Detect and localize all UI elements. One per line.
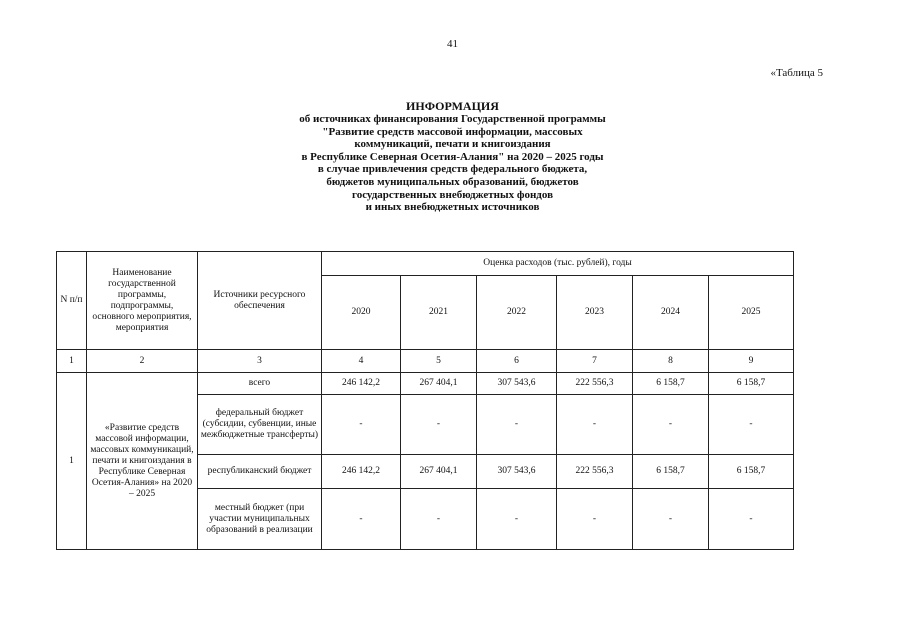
- source-label: всего: [198, 373, 322, 395]
- value-cell: 267 404,1: [401, 373, 477, 395]
- column-number: 5: [401, 350, 477, 373]
- value-cell: -: [709, 489, 794, 550]
- value-cell: 6 158,7: [633, 455, 709, 489]
- heading-line: "Развитие средств массовой информации, массовых: [322, 125, 583, 138]
- source-label: местный бюджет (при участии муниципальных образований в реализации: [198, 489, 322, 550]
- table-row: [57, 373, 794, 395]
- value-cell: 6 158,7: [633, 373, 709, 395]
- heading-line: в Республике Северная Осетия-Алания" на 2020 – 2025 годы: [301, 150, 604, 163]
- value-cell: -: [709, 395, 794, 455]
- entry-number: 1: [57, 373, 87, 550]
- value-cell: -: [322, 489, 401, 550]
- value-cell: 267 404,1: [401, 455, 477, 489]
- header-name: Наименование государственной программы, подпрограммы, основного мероприятия, мероприятия: [87, 252, 198, 350]
- page-number: 41: [447, 38, 458, 50]
- value-cell: 307 543,6: [477, 373, 557, 395]
- column-number-row: [57, 350, 794, 373]
- column-number: 7: [557, 350, 633, 373]
- financing-table: [56, 251, 794, 550]
- column-number: 2: [87, 350, 198, 373]
- value-cell: 222 556,3: [557, 373, 633, 395]
- value-cell: -: [401, 489, 477, 550]
- value-cell: -: [633, 395, 709, 455]
- source-label: республиканский бюджет: [198, 455, 322, 489]
- heading-line: государственных внебюджетных фондов: [351, 188, 554, 201]
- header-year: 2023: [557, 276, 633, 350]
- value-cell: -: [477, 489, 557, 550]
- document-heading: [0, 99, 905, 214]
- heading-line: коммуникаций, печати и книгоиздания: [354, 138, 551, 151]
- entry-name: «Развитие средств массовой информации, массовых коммуникаций, печати и книгоиздания в Республике Северная Осетия-Алания» на 2020 – 2025: [87, 373, 198, 550]
- header-year: 2024: [633, 276, 709, 350]
- value-cell: -: [477, 395, 557, 455]
- column-number: 6: [477, 350, 557, 373]
- value-cell: 307 543,6: [477, 455, 557, 489]
- column-number: 3: [198, 350, 322, 373]
- value-cell: 222 556,3: [557, 455, 633, 489]
- heading-line: в случае привлечения средств федерального бюджета,: [317, 163, 588, 176]
- header-estimate: Оценка расходов (тыс. рублей), годы: [322, 252, 794, 276]
- heading-title: ИНФОРМАЦИЯ: [406, 99, 499, 113]
- header-num: N п/п: [57, 252, 87, 350]
- column-number: 9: [709, 350, 794, 373]
- header-year: 2020: [322, 276, 401, 350]
- column-number: 4: [322, 350, 401, 373]
- header-year: 2021: [401, 276, 477, 350]
- value-cell: -: [557, 395, 633, 455]
- column-number: 8: [633, 350, 709, 373]
- value-cell: 6 158,7: [709, 455, 794, 489]
- heading-line: бюджетов муниципальных образований, бюджетов: [326, 175, 579, 188]
- value-cell: -: [557, 489, 633, 550]
- heading-line: об источниках финансирования Государственной программы: [299, 113, 606, 125]
- table-reference: «Таблица 5: [770, 67, 823, 79]
- header-year: 2025: [709, 276, 794, 350]
- column-number: 1: [57, 350, 87, 373]
- source-label: федеральный бюджет (субсидии, субвенции, иные межбюджетные трансферты): [198, 395, 322, 455]
- header-sources: Источники ресурсного обеспечения: [198, 252, 322, 350]
- value-cell: -: [633, 489, 709, 550]
- value-cell: 246 142,2: [322, 373, 401, 395]
- value-cell: -: [401, 395, 477, 455]
- value-cell: 6 158,7: [709, 373, 794, 395]
- value-cell: -: [322, 395, 401, 455]
- value-cell: 246 142,2: [322, 455, 401, 489]
- header-year: 2022: [477, 276, 557, 350]
- heading-line: и иных внебюджетных источников: [365, 201, 540, 214]
